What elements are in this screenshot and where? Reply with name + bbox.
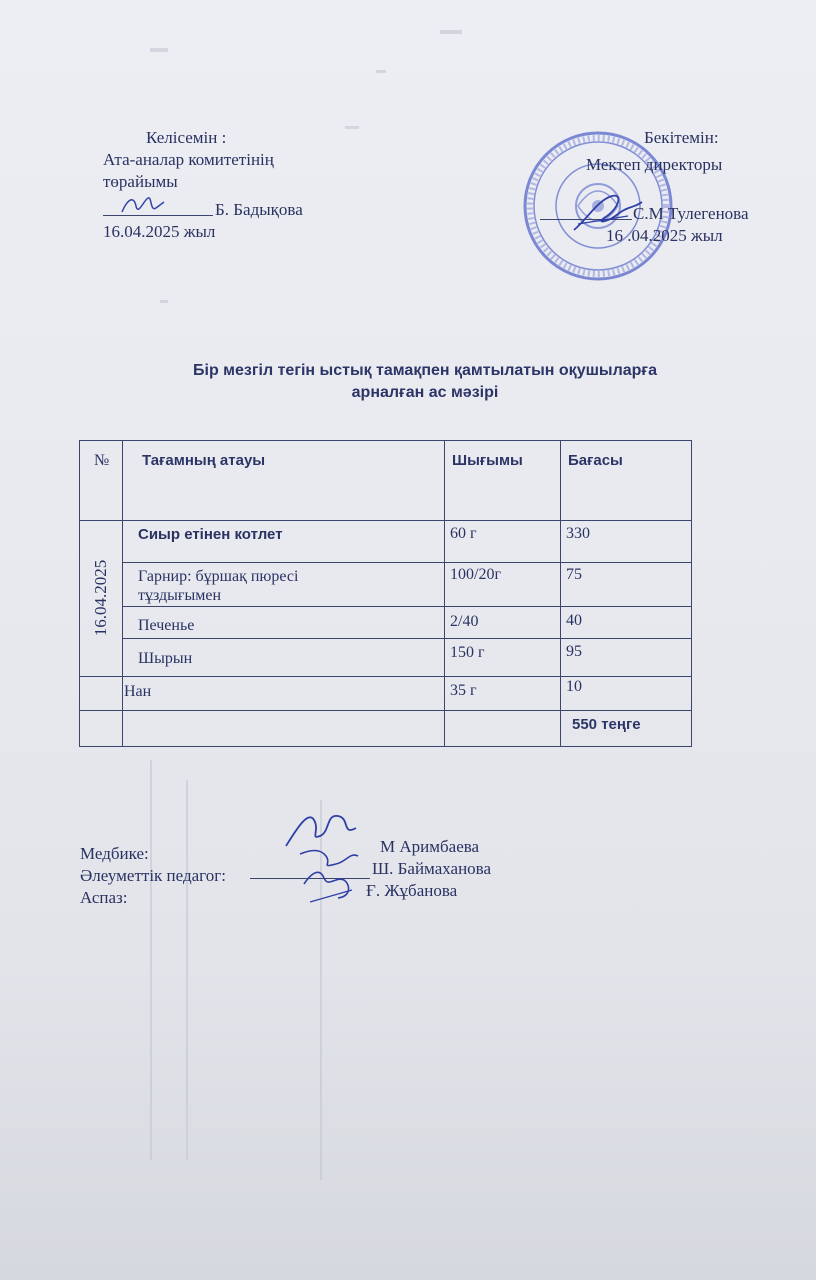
table-col-line (122, 440, 123, 746)
menu-date-vertical: 16.04.2025 (91, 559, 110, 637)
table-row-yield: 100/20г (450, 566, 502, 583)
table-border-top (79, 440, 692, 441)
table-row-price: 10 (566, 678, 582, 695)
menu-title: Бір мезгіл тегін ыстық тамақпен қамтылатын оқушыларға (193, 362, 657, 379)
table-border-bottom (79, 746, 692, 747)
table-row-yield: 150 г (450, 644, 485, 661)
table-row-dish-cont: тұздығымен (138, 587, 222, 604)
staff-name-nurse: М Аримбаева (380, 837, 480, 856)
agreement-name: Б. Бадықова (215, 200, 303, 219)
approval-date: 16 .04.2025 жыл (606, 226, 723, 245)
table-row-dish: Печенье (138, 617, 195, 634)
table-row-price: 95 (566, 643, 582, 660)
approval-heading: Бекітемін: (644, 128, 719, 147)
agreement-role: төрайымы (103, 172, 178, 191)
staff-signatures-icon (280, 806, 372, 912)
header-number: № (94, 452, 110, 469)
total-price: 550 теңге (572, 716, 641, 733)
staff-name-cook: Ғ. Жұбанова (366, 881, 458, 900)
agreement-date: 16.04.2025 жыл (103, 222, 216, 241)
table-row-price: 40 (566, 612, 582, 629)
staff-name-social-pedagogue: Ш. Баймаханова (372, 859, 492, 878)
table-line (79, 520, 692, 521)
header-dish-name: Тағамның атауы (142, 452, 266, 469)
table-row-yield: 60 г (450, 525, 477, 542)
staff-role-social-pedagogue: Әлеуметтік педагог: (80, 866, 226, 885)
table-row-price: 75 (566, 566, 582, 583)
table-row-yield: 35 г (450, 682, 477, 699)
staff-role-cook: Аспаз: (80, 888, 128, 907)
table-row-dish: Нан (124, 683, 152, 700)
director-name: С.М Тулегенова (633, 204, 749, 223)
table-line (122, 562, 692, 563)
table-border-right (691, 440, 692, 746)
table-line (122, 606, 692, 607)
table-row-dish: Гарнир: бұршақ пюресі (138, 568, 299, 585)
agreement-committee: Ата-аналар комитетінің (103, 150, 274, 169)
table-col-line (444, 440, 445, 746)
table-line (79, 676, 692, 677)
table-row-dish: Сиыр етінен котлет (138, 526, 283, 543)
menu-subtitle: арналған ас мәзірі (351, 384, 499, 401)
staff-role-nurse: Медбике: (80, 844, 149, 863)
table-col-line (560, 440, 561, 746)
table-border-left (79, 440, 80, 746)
director-title: Мектеп директоры (586, 155, 723, 174)
agreement-heading: Келісемін : (146, 128, 227, 147)
table-line (122, 638, 692, 639)
header-yield: Шығымы (452, 452, 523, 469)
table-row-yield: 2/40 (450, 613, 479, 630)
table-row-dish: Шырын (138, 650, 193, 667)
table-line (79, 710, 692, 711)
header-price: Бағасы (568, 452, 623, 469)
table-row-price: 330 (566, 525, 590, 542)
parent-signature-icon (118, 190, 168, 220)
